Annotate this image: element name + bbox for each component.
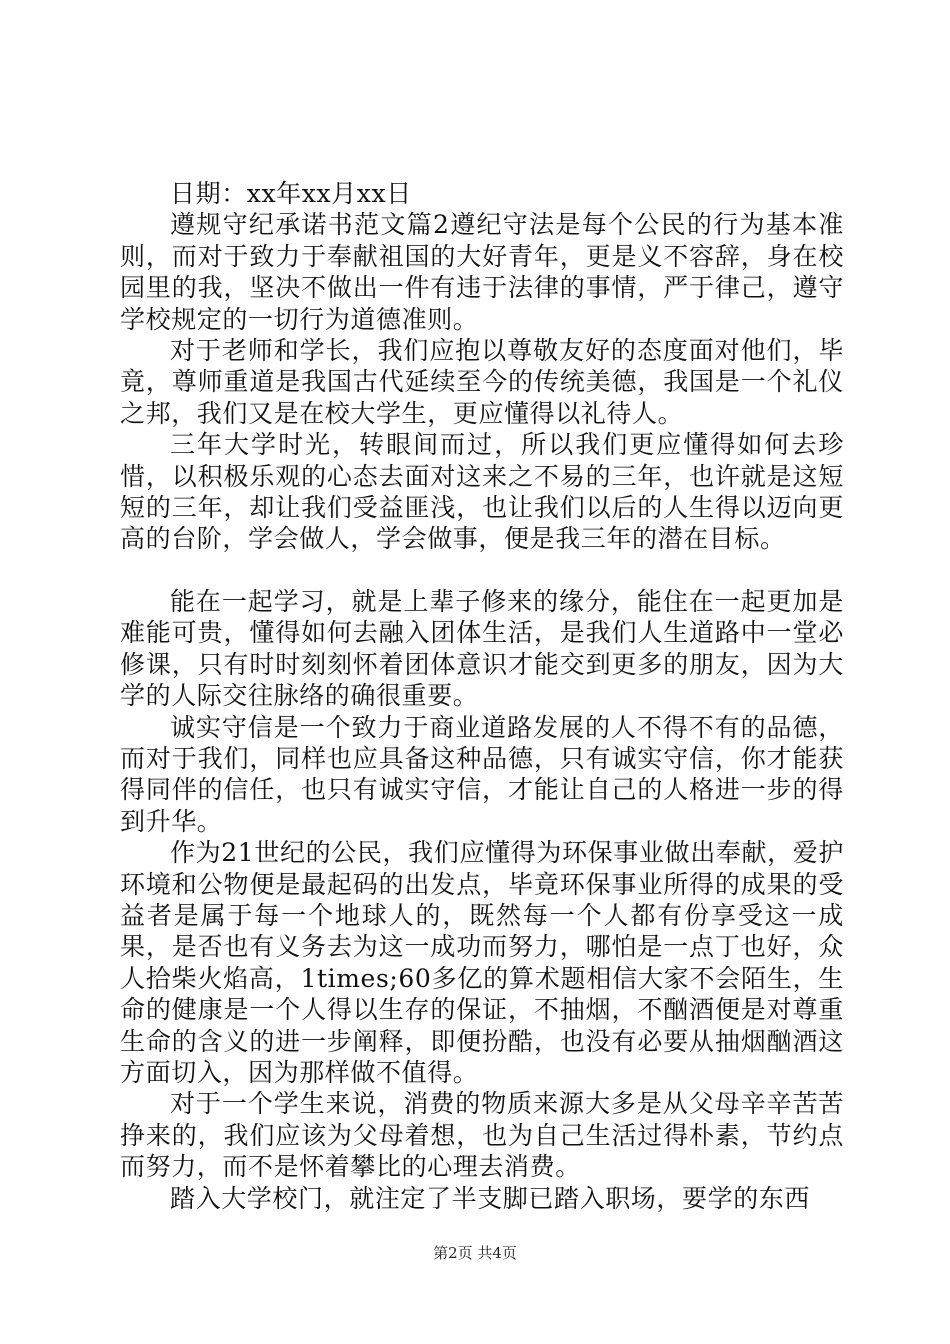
paragraph-cherish-time: 三年大学时光，转眼间而过，所以我们更应懂得如何去珍惜，以积极乐观的心态去面对这来之不易的三年，也许就是这短短的三年，却让我们受益匪浅，也让我们以后的人生得以迈向更高的台阶，学会做人，学会做事，便是我三年的潜在目标。 — [120, 430, 844, 554]
paragraph-environment: 作为21世纪的公民，我们应懂得为环保事业做出奉献，爱护环境和公物便是最起码的出发点，毕竟环保事业所得的成果的受益者是属于每一个地球人的，既然每一个人都有份享受这一成果，是否也有义务去为这一成功而努力，哪怕是一点丁也好，众人拾柴火焰高，1times;60多亿的算术题相信大家不会陌生，生命的健康是一个人得以生存的保证，不抽烟，不酗酒便是对尊重生命的含义的进一步阐释，即便扮酷，也没有必要从抽烟酗酒这方面切入，因为那样做不值得。 — [120, 838, 844, 1087]
paragraph-respect-teachers: 对于老师和学长，我们应抱以尊敬友好的态度面对他们，毕竟，尊师重道是我国古代延续至今的传统美德，我国是一个礼仪之邦，我们又是在校大学生，更应懂得以礼待人。 — [120, 336, 844, 428]
date-line: 日期：xx年xx月xx日 — [170, 179, 412, 208]
paragraph-consumption: 对于一个学生来说，消费的物质来源大多是从父母辛辛苦苦挣来的，我们应该为父母着想，也为自己生活过得朴素，节约点而努力，而不是怀着攀比的心理去消费。 — [120, 1089, 844, 1182]
paragraph-career: 踏入大学校门，就注定了半支脚已踏入职场，要学的东西 — [170, 1183, 811, 1213]
paragraph-honesty: 诚实守信是一个致力于商业道路发展的人不得不有的品德，而对于我们，同样也应具备这种品德，只有诚实守信，你才能获得同伴的信任，也只有诚实守信，才能让自己的人格进一步的得到升华。 — [120, 712, 844, 836]
paragraph-group-life: 能在一起学习，就是上辈子修来的缘分，能住在一起更加是难能可贵，懂得如何去融入团体生活，是我们人生道路中一堂必修课，只有时时刻刻怀着团体意识才能交到更多的朋友，因为大学的人际交往脉络的确很重要。 — [120, 586, 844, 711]
paragraph-pledge-intro: 遵规守纪承诺书范文篇2遵纪守法是每个公民的行为基本准则，而对于致力于奉献祖国的大好青年，更是义不容辞，身在校园里的我，坚决不做出一件有违于法律的事情，严于律己，遵守学校规定的一切行为道德准则。 — [120, 210, 844, 334]
page-number-footer: 第2页 共4页 — [433, 1244, 517, 1262]
document-body — [120, 178, 844, 1214]
